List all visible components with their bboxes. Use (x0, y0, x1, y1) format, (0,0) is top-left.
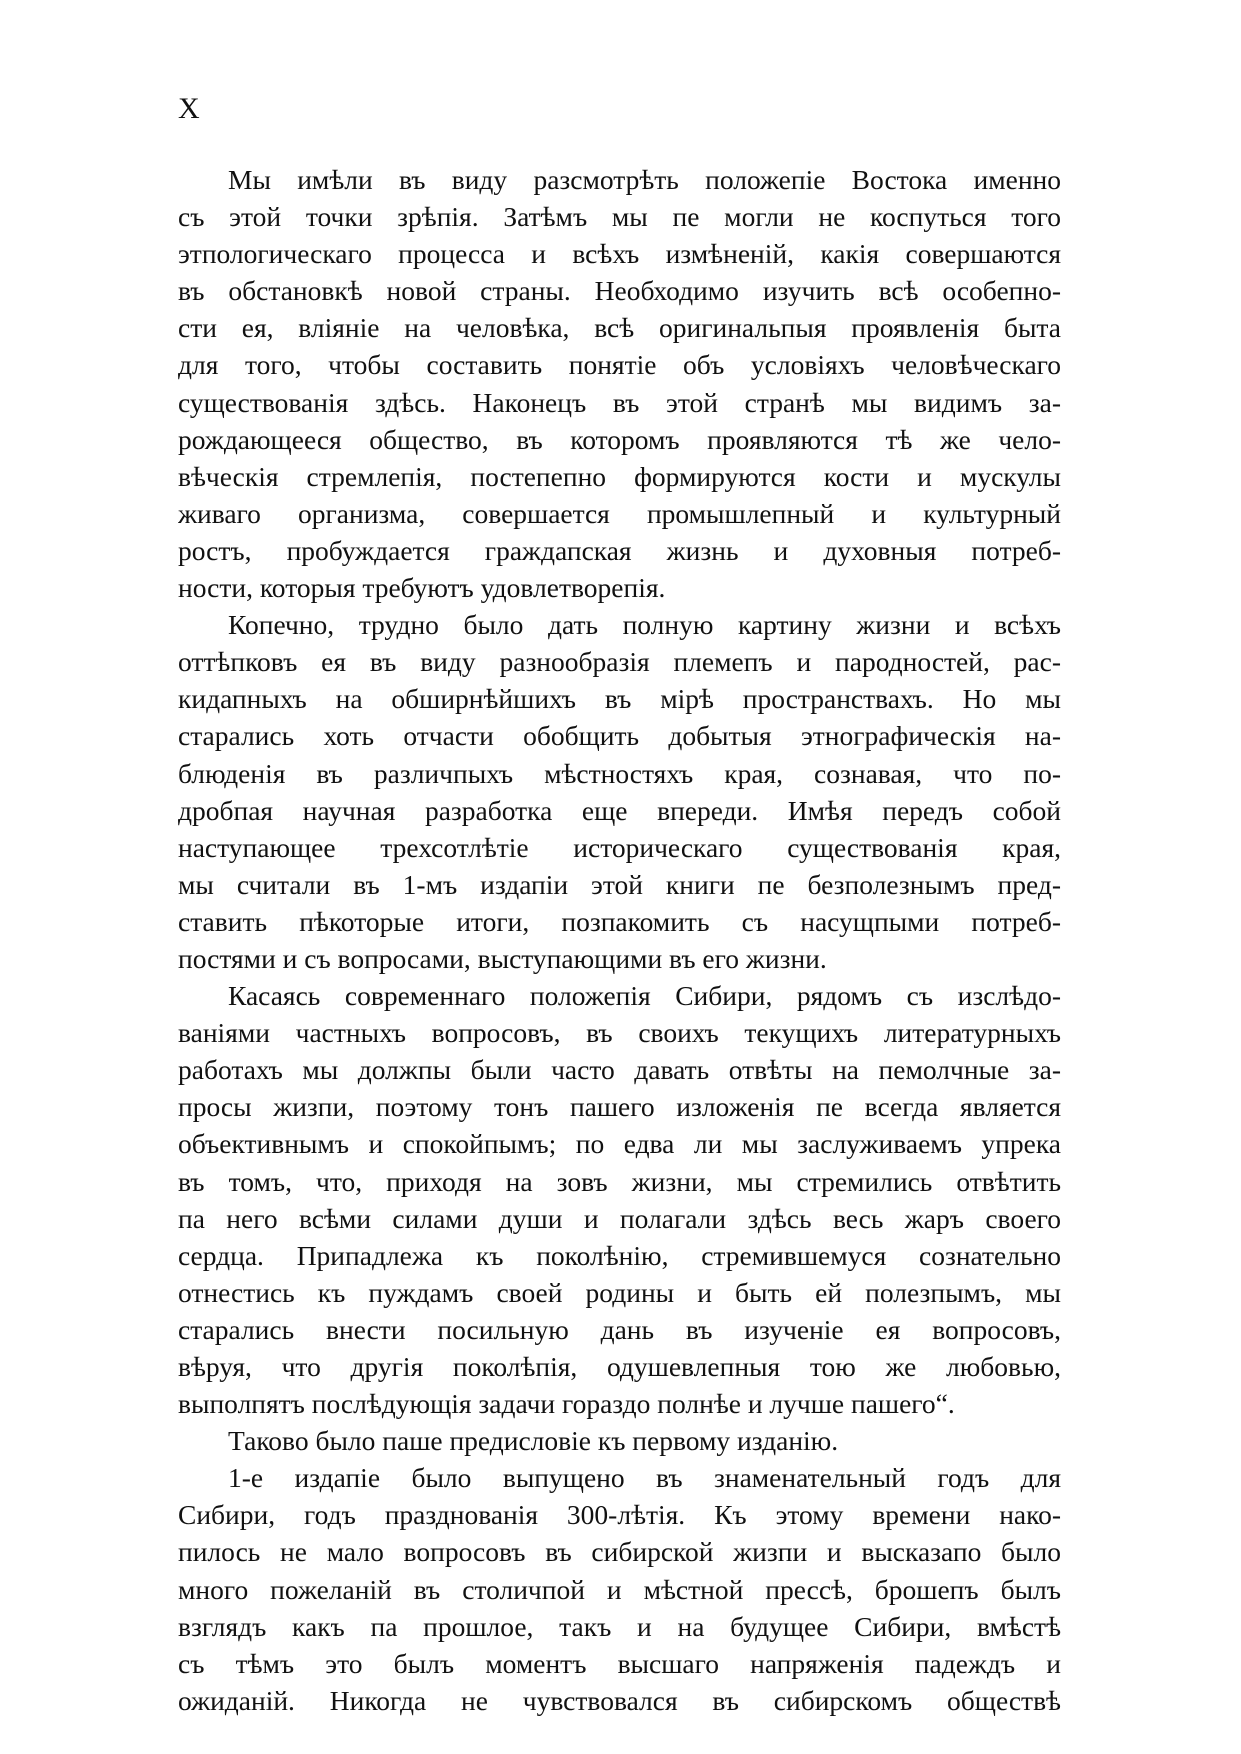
text-line: 1-е издапіе было выпущено въ знаменательный годъ для (228, 1462, 1061, 1494)
text-line: ставить пѣкоторые итоги, позпакомить съ насущпыми потреб- (178, 905, 1061, 937)
text-line: пилось не мало вопросовъ въ сибирской жизпи и высказапо было (178, 1536, 1061, 1568)
text-line: старались внести посильную дань въ изученіе ея вопросовъ, (178, 1313, 1061, 1345)
text-line: живаго организма, совершается промышлепный и культурный (178, 497, 1061, 529)
text-line: въ томъ, что, приходя на зовъ жизни, мы стремились отвѣтить (178, 1165, 1061, 1197)
text-line: па него всѣми силами души и полагали здѣсь весь жаръ своего (178, 1202, 1061, 1234)
text-line: сти ея, вліяніе на человѣка, всѣ оригинальпыя проявленія быта (178, 312, 1061, 344)
text-line: вѣческія стремлепія, постепепно формируются кости и мускулы (178, 460, 1061, 492)
text-line: взглядъ какъ па прошлое, такъ и на будущее Сибири, вмѣстѣ (178, 1610, 1061, 1642)
text-line: мы считали въ 1-мъ издапіи этой книги пе безполезнымъ пред- (178, 868, 1061, 900)
text-line: съ тѣмъ это былъ моментъ высшаго напряженія падеждъ и (178, 1647, 1061, 1679)
text-line: вѣруя, что другія поколѣпія, одушевлепныя тою же любовью, (178, 1351, 1061, 1382)
text-line: дробпая научная разработка еще впереди. Имѣя передъ собой (178, 794, 1061, 826)
text-line: кидапныхъ на обширнѣйшихъ въ мірѣ пространствахъ. Но мы (178, 683, 1061, 715)
text-line: просы жизпи, поэтому тонъ пашего изложенія пе всегда является (178, 1091, 1061, 1123)
text-line: существованія здѣсь. Наконецъ въ этой странѣ мы видимъ за- (178, 386, 1061, 418)
body-text (178, 161, 1061, 1719)
text-line: ожиданій. Никогда не чувствовался въ сибирскомъ обществѣ (178, 1684, 1061, 1716)
text-line: наступающее трехсотлѣтіе историческаго существованія края, (178, 831, 1061, 863)
text-line: много пожеланій въ столичпой и мѣстной прессѣ, брошепъ былъ (178, 1573, 1061, 1605)
page-number: X (178, 92, 200, 125)
text-line: оттѣпковъ ея въ виду разнообразія племепъ и пародностей, рас- (178, 646, 1061, 678)
text-line: Мы имѣли въ виду разсмотрѣть положепіе Востока именно (228, 164, 1061, 195)
text-line: старались хоть отчасти обобщить добытыя этнографическія на- (178, 720, 1061, 752)
text-line: рождающееся общество, въ которомъ проявляются тѣ же чело- (178, 423, 1061, 455)
text-line: Сибири, годъ празднованія 300-лѣтія. Къ этому времени нако- (178, 1499, 1061, 1531)
text-line: сердца. Припадлежа къ поколѣнію, стремившемуся сознательно (178, 1239, 1061, 1271)
text-line: ности, которыя требуютъ удовлетворепія. (178, 572, 666, 604)
text-line: въ обстановкѣ новой страны. Необходимо изучить всѣ особепно- (178, 275, 1061, 307)
text-line: постями и съ вопросами, выступающими въ его жизни. (178, 942, 827, 974)
text-line: выполпятъ послѣдующія задачи гораздо полнѣе и лучше пашего“. (178, 1388, 955, 1420)
text-line: Касаясь современнаго положепія Сибири, рядомъ съ изслѣдо- (228, 980, 1061, 1012)
text-line: ростъ, пробуждается граждапская жизнь и духовныя потреб- (178, 534, 1061, 566)
text-line: отнестись къ пуждамъ своей родины и быть ей полезпымъ, мы (178, 1276, 1061, 1308)
text-line: съ этой точки зрѣпія. Затѣмъ мы пе могли не коспуться того (178, 201, 1061, 233)
text-line: Таково было паше предисловіе къ первому изданію. (228, 1425, 839, 1457)
text-line: для того, чтобы составить понятіе объ условіяхъ человѣческаго (178, 349, 1061, 381)
text-line: ваніями частныхъ вопросовъ, въ своихъ текущихъ литературныхъ (178, 1017, 1061, 1049)
text-line: этпологическаго процесса и всѣхъ измѣненій, какія совершаются (178, 238, 1061, 270)
text-line: объективнымъ и спокойпымъ; по едва ли мы заслуживаемъ упрека (178, 1128, 1061, 1160)
text-line: Копечно, трудно было дать полную картину жизни и всѣхъ (228, 609, 1061, 641)
text-line: работахъ мы должпы были часто давать отвѣты на пемолчные за- (178, 1054, 1061, 1086)
text-line: блюденія въ различпыхъ мѣстностяхъ края, сознавая, что по- (178, 757, 1061, 789)
